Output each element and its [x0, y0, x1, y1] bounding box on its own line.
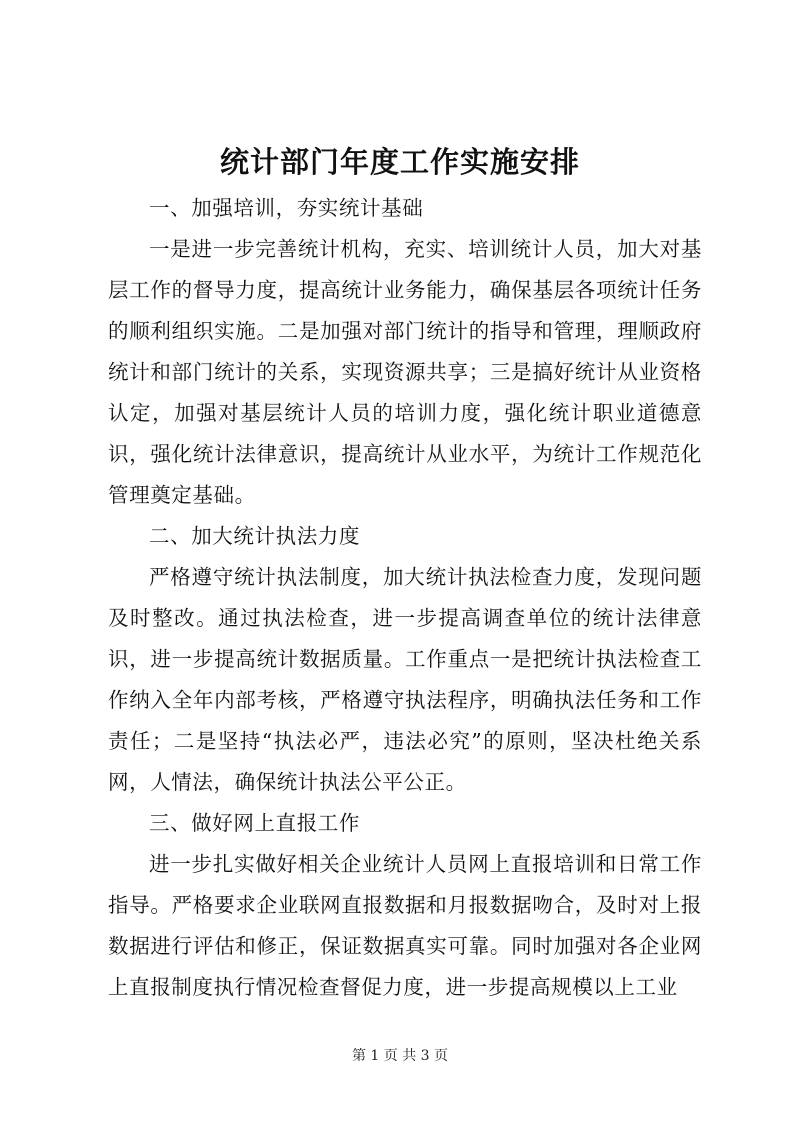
section-heading-3: 三、做好网上直报工作: [149, 811, 360, 835]
document-body: [108, 188, 702, 1008]
page-number-footer: 第 1 页 共 3 页: [351, 1048, 449, 1064]
section-heading-2: 二、加大统计执法力度: [149, 524, 360, 548]
document-title: 统计部门年度工作实施安排: [219, 145, 580, 179]
section-paragraph-2: 严格遵守统计执法制度，加大统计执法检查力度，发现问题及时整改。通过执法检查，进一步提高调查单位的统计法律意识，进一步提高统计数据质量。工作重点一是把统计执法检查工作纳入全年内部考核，严格遵守执法程序，明确执法任务和工作责任；二是坚持“执法必严，违法必究”的原则，坚决杜绝关系网，人情法，确保统计执法公平公正。: [108, 565, 702, 794]
section-paragraph-3: 进一步扎实做好相关企业统计人员网上直报培训和日常工作指导。严格要求企业联网直报数据和月报数据吻合，及时对上报数据进行评估和修正，保证数据真实可靠。同时加强对各企业网上直报制度执行情况检查督促力度，进一步提高规模以上工业: [108, 852, 702, 999]
section-heading-1: 一、加强培训，夯实统计基础: [149, 196, 424, 220]
section-paragraph-1: 一是进一步完善统计机构，充实、培训统计人员，加大对基层工作的督导力度，提高统计业务能力，确保基层各项统计任务的顺利组织实施。二是加强对部门统计的指导和管理，理顺政府统计和部门统计的关系，实现资源共享；三是搞好统计从业资格认定，加强对基层统计人员的培训力度，强化统计职业道德意识，强化统计法律意识，提高统计从业水平，为统计工作规范化管理奠定基础。: [108, 237, 702, 507]
